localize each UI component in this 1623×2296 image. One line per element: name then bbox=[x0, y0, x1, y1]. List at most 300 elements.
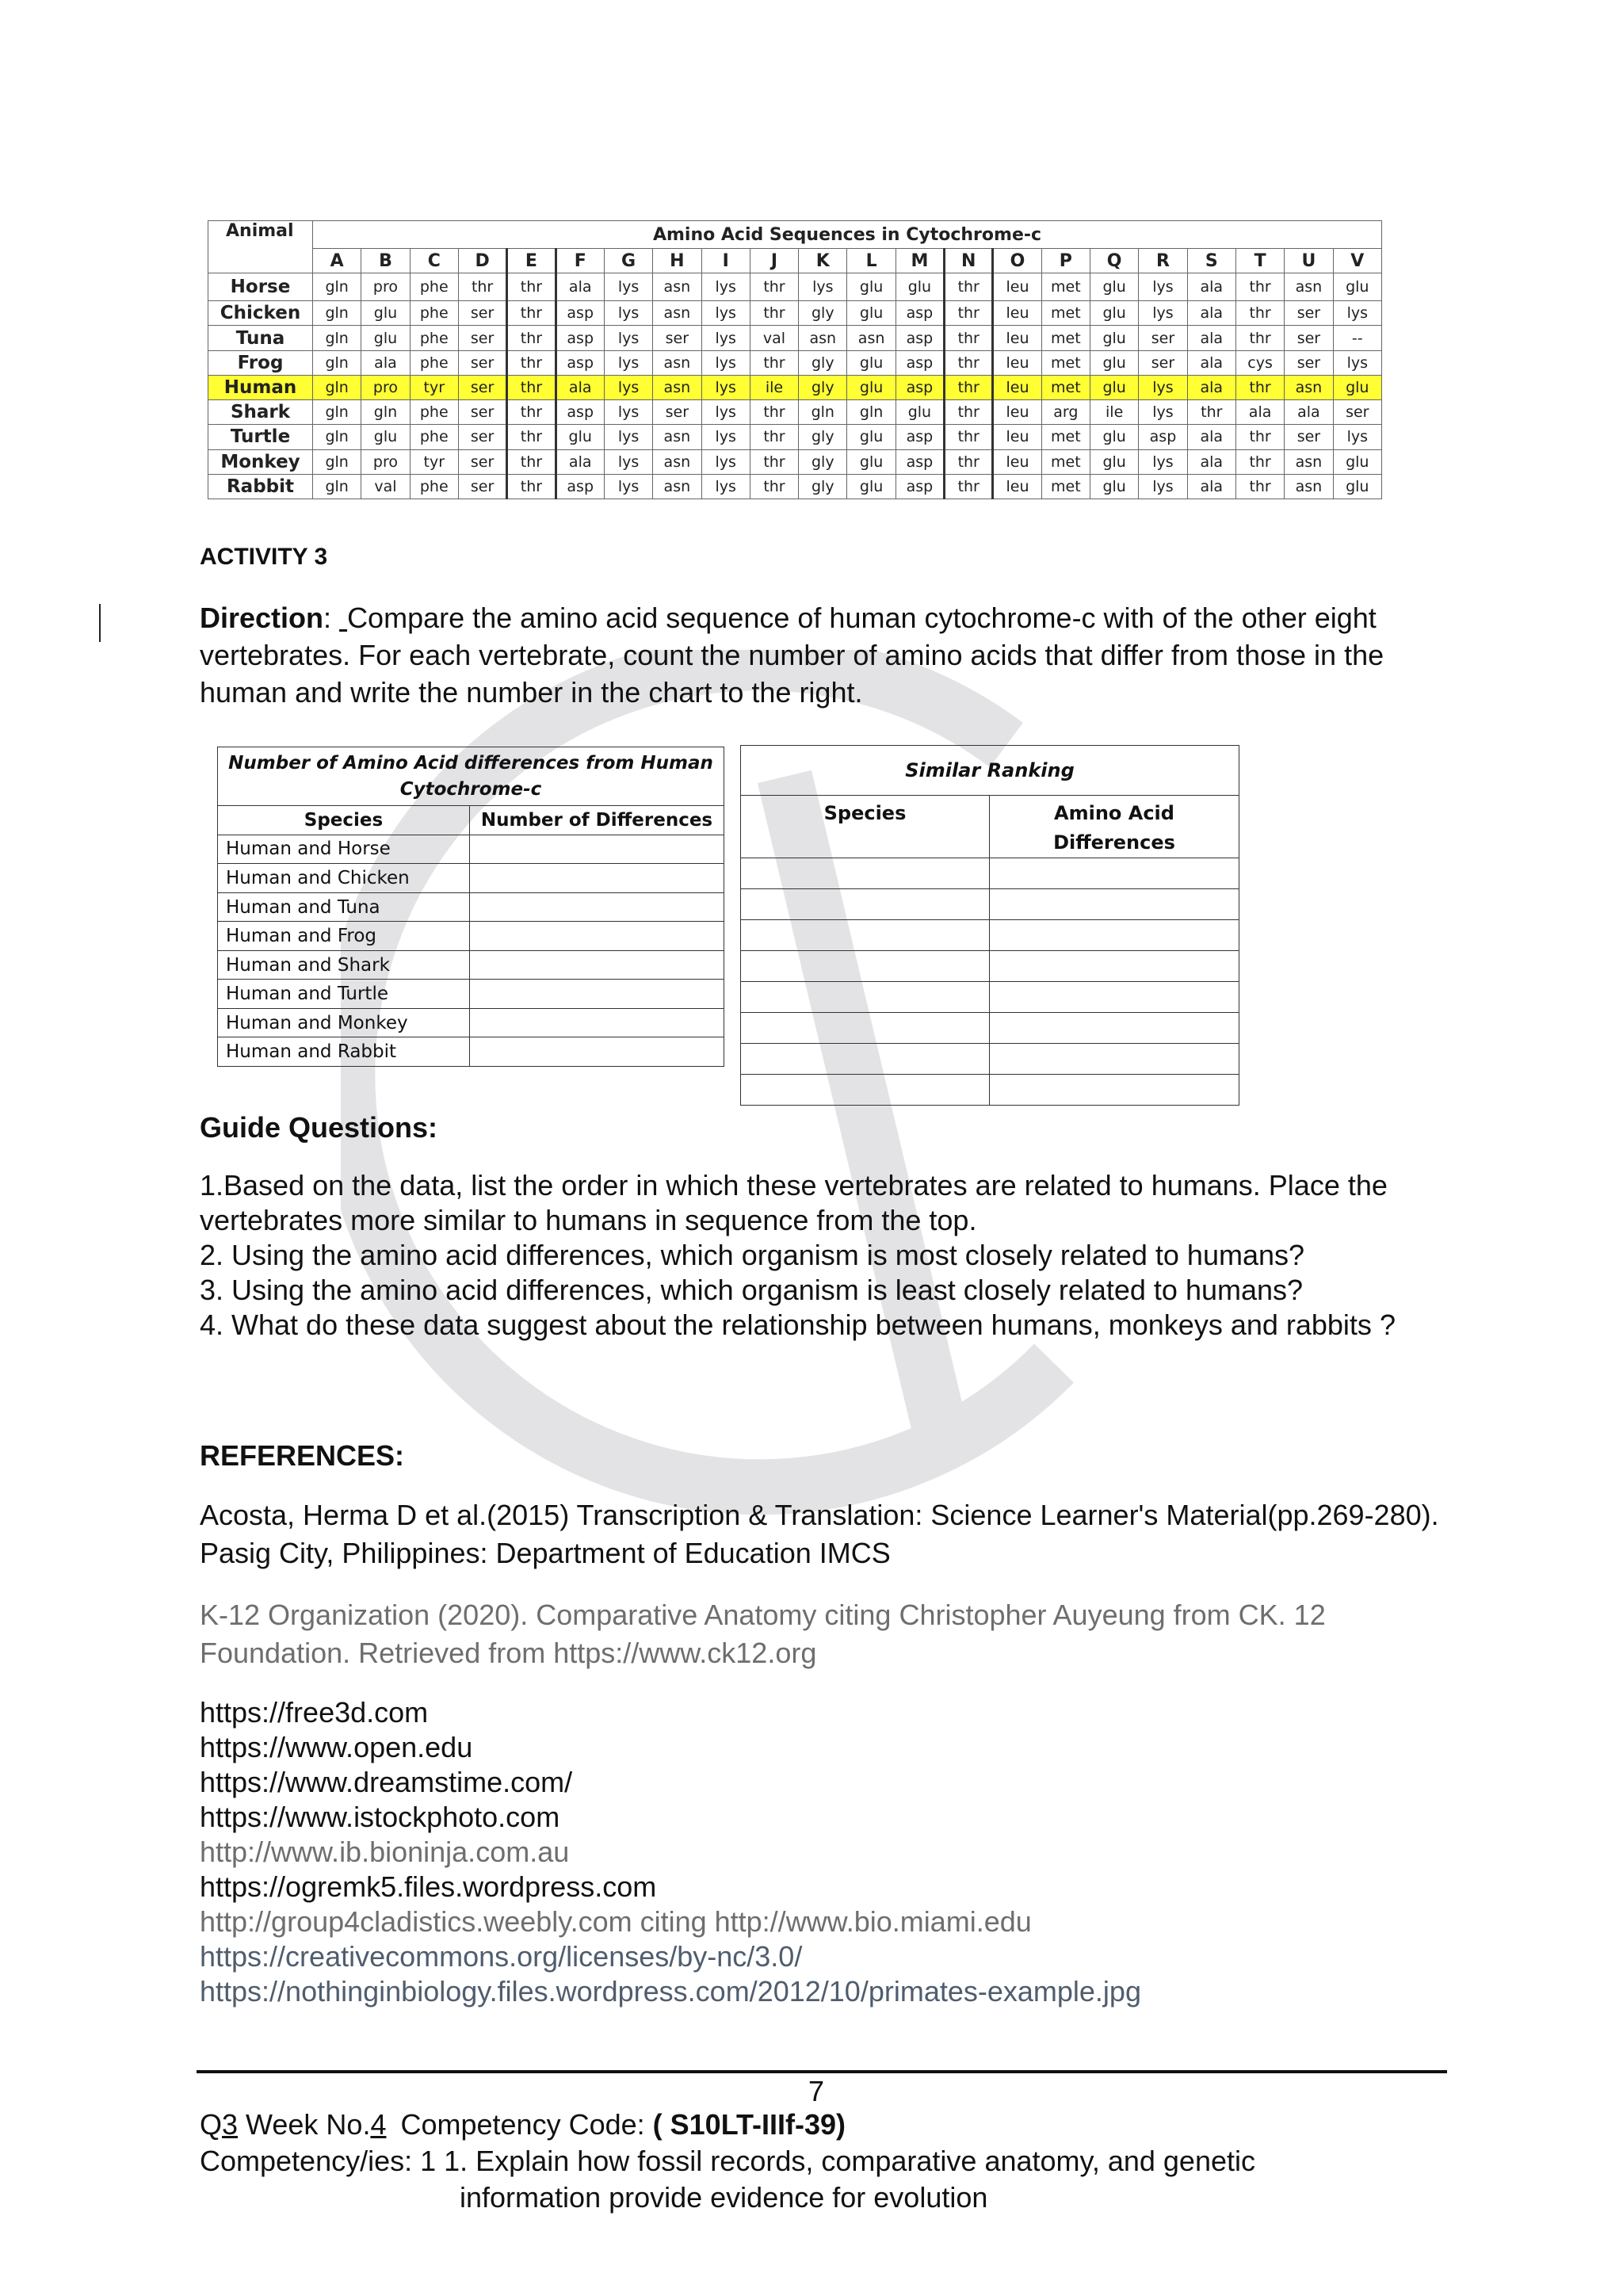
amino-acid-cell: thr bbox=[945, 326, 993, 350]
amino-acid-cell: asn bbox=[653, 425, 701, 449]
amino-acid-cell: ala bbox=[1187, 425, 1235, 449]
footer-competencies-line1: Competency/ies: 1 1. Explain how fossil records, comparative anatomy, and genetic bbox=[200, 2145, 1255, 2177]
ranking-differences-cell[interactable] bbox=[990, 982, 1239, 1013]
amino-acid-cell: asn bbox=[1285, 449, 1333, 474]
amino-acid-cell: glu bbox=[1090, 326, 1139, 350]
amino-acid-cell: thr bbox=[945, 301, 993, 326]
amino-acid-cell: thr bbox=[1187, 400, 1235, 425]
amino-acid-cell: thr bbox=[945, 350, 993, 375]
references-heading: REFERENCES: bbox=[200, 1439, 405, 1472]
reference-link[interactable]: https://www.dreamstime.com/ bbox=[200, 1766, 573, 1798]
amino-acid-cell: glu bbox=[1090, 449, 1139, 474]
amino-acid-cell: asn bbox=[799, 326, 847, 350]
amino-acid-cell: gln bbox=[361, 400, 410, 425]
ranking-species-cell[interactable] bbox=[741, 889, 990, 920]
column-letter: A bbox=[313, 249, 361, 273]
amino-acid-cell: asp bbox=[1139, 425, 1187, 449]
amino-acid-cell: asn bbox=[653, 449, 701, 474]
amino-acid-cell: gly bbox=[799, 350, 847, 375]
amino-acid-cell: thr bbox=[1235, 425, 1284, 449]
column-letter: B bbox=[361, 249, 410, 273]
species-column-header: Species bbox=[218, 806, 470, 835]
amino-acid-cell: glu bbox=[1333, 474, 1381, 499]
sequence-row bbox=[208, 375, 1382, 399]
amino-acid-cell: thr bbox=[945, 273, 993, 301]
amino-acid-cell: thr bbox=[945, 400, 993, 425]
amino-acid-cell: ala bbox=[1187, 474, 1235, 499]
direction-text: Compare the amino acid sequence of human cytochrome-c with of the other eight vertebrates. For each vertebrate, count the number of amino acids that differ from those in the human and write the number in the chart to the right. bbox=[200, 602, 1384, 709]
amino-acid-cell: leu bbox=[993, 425, 1041, 449]
amino-acid-cell: gln bbox=[847, 400, 896, 425]
column-letter: O bbox=[993, 249, 1041, 273]
amino-acid-cell: asp bbox=[556, 474, 604, 499]
difference-answer-cell[interactable] bbox=[470, 980, 724, 1009]
sequence-row bbox=[208, 301, 1382, 326]
amino-acid-cell: phe bbox=[410, 425, 458, 449]
guide-question: 3. Using the amino acid differences, which organism is least closely related to humans? bbox=[200, 1274, 1304, 1306]
table-row bbox=[218, 864, 724, 893]
amino-acid-cell: ala bbox=[1187, 449, 1235, 474]
amino-acid-cell: thr bbox=[507, 375, 556, 399]
amino-acid-cell: glu bbox=[847, 375, 896, 399]
reference-link[interactable]: https://creativecommons.org/licenses/by-nc/3.0/ bbox=[200, 1940, 803, 1973]
amino-acid-cell: lys bbox=[1333, 301, 1381, 326]
amino-acid-cell: lys bbox=[1139, 273, 1187, 301]
amino-acid-cell: met bbox=[1041, 326, 1090, 350]
differences-table-title: Number of Amino Acid differences from Human Cytochrome-c bbox=[218, 747, 724, 806]
table-row bbox=[218, 892, 724, 922]
ranking-row bbox=[741, 982, 1239, 1013]
amino-acid-cell: glu bbox=[847, 301, 896, 326]
amino-acid-cell: thr bbox=[945, 375, 993, 399]
sequence-row bbox=[208, 474, 1382, 499]
amino-acid-cell: thr bbox=[507, 449, 556, 474]
amino-acid-cell: glu bbox=[1333, 375, 1381, 399]
animal-name: Turtle bbox=[208, 425, 313, 449]
animal-header: Animal bbox=[208, 221, 313, 273]
ranking-row bbox=[741, 889, 1239, 920]
footer-competency-code: Q3 Week No.4 Competency Code: ( S10LT-IIIf-39) bbox=[200, 2108, 846, 2141]
amino-acid-cell: arg bbox=[1041, 400, 1090, 425]
amino-acid-cell: ser bbox=[1333, 400, 1381, 425]
guide-questions-heading: Guide Questions: bbox=[200, 1111, 438, 1144]
amino-acid-cell: glu bbox=[361, 301, 410, 326]
ranking-table-title: Similar Ranking bbox=[741, 746, 1239, 796]
amino-acid-cell: ala bbox=[1285, 400, 1333, 425]
amino-acid-cell: asp bbox=[896, 474, 944, 499]
ranking-differences-cell[interactable] bbox=[990, 1075, 1239, 1106]
amino-acid-cell: thr bbox=[1235, 273, 1284, 301]
amino-acid-cell: glu bbox=[556, 425, 604, 449]
animal-name: Monkey bbox=[208, 449, 313, 474]
species-pair: Human and Monkey bbox=[218, 1008, 470, 1037]
reference-link[interactable]: http://group4cladistics.weebly.com citing http://www.bio.miami.edu bbox=[200, 1905, 1032, 1938]
amino-acid-cell: gly bbox=[799, 301, 847, 326]
amino-acid-cell: thr bbox=[507, 425, 556, 449]
sequence-row bbox=[208, 273, 1382, 301]
column-letter: F bbox=[556, 249, 604, 273]
amino-acid-cell: asn bbox=[1285, 273, 1333, 301]
amino-acid-cell: met bbox=[1041, 301, 1090, 326]
amino-acid-cell: asn bbox=[653, 350, 701, 375]
amino-acid-cell: met bbox=[1041, 350, 1090, 375]
amino-acid-cell: ser bbox=[653, 326, 701, 350]
amino-acid-cell: asp bbox=[896, 301, 944, 326]
column-letters-row bbox=[208, 249, 1382, 273]
reference-link[interactable]: https://ogremk5.files.wordpress.com bbox=[200, 1870, 657, 1903]
amino-acid-cell: thr bbox=[507, 474, 556, 499]
amino-acid-cell: phe bbox=[410, 326, 458, 350]
amino-acid-cell: cys bbox=[1235, 350, 1284, 375]
reference-link[interactable]: https://free3d.com bbox=[200, 1696, 429, 1729]
amino-acid-cell: met bbox=[1041, 375, 1090, 399]
column-letter: I bbox=[701, 249, 750, 273]
amino-acid-cell: thr bbox=[458, 273, 506, 301]
amino-acid-cell: thr bbox=[1235, 375, 1284, 399]
ranking-species-cell[interactable] bbox=[741, 1013, 990, 1044]
amino-acid-cell: thr bbox=[750, 400, 798, 425]
guide-question: 4. What do these data suggest about the relationship between humans, monkeys and rabbits ? bbox=[200, 1308, 1396, 1341]
difference-answer-cell[interactable] bbox=[470, 892, 724, 922]
amino-acid-cell: ala bbox=[556, 273, 604, 301]
difference-answer-cell[interactable] bbox=[470, 1008, 724, 1037]
amino-acid-cell: gln bbox=[313, 449, 361, 474]
amino-acid-cell: lys bbox=[701, 301, 750, 326]
amino-acid-cell: tyr bbox=[410, 449, 458, 474]
column-letter: H bbox=[653, 249, 701, 273]
amino-acid-cell: lys bbox=[604, 273, 652, 301]
column-letter: L bbox=[847, 249, 896, 273]
difference-answer-cell[interactable] bbox=[470, 922, 724, 951]
column-letter: V bbox=[1333, 249, 1381, 273]
amino-acid-cell: pro bbox=[361, 375, 410, 399]
direction-label: Direction bbox=[200, 602, 324, 634]
column-letter: T bbox=[1235, 249, 1284, 273]
amino-acid-cell: ala bbox=[556, 449, 604, 474]
ranking-row bbox=[741, 951, 1239, 982]
ranking-species-cell[interactable] bbox=[741, 982, 990, 1013]
amino-acid-cell: ser bbox=[458, 425, 506, 449]
column-letter: Q bbox=[1090, 249, 1139, 273]
amino-acid-cell: lys bbox=[701, 425, 750, 449]
amino-acid-cell: thr bbox=[945, 474, 993, 499]
amino-acid-cell: gly bbox=[799, 449, 847, 474]
ranking-species-cell[interactable] bbox=[741, 858, 990, 889]
sequence-row bbox=[208, 350, 1382, 375]
sequence-title: Amino Acid Sequences in Cytochrome-c bbox=[313, 221, 1382, 249]
amino-acid-cell: lys bbox=[1139, 449, 1187, 474]
amino-acid-cell: asn bbox=[653, 375, 701, 399]
reference-acosta: Acosta, Herma D et al.(2015) Transcription & Translation: Science Learner's Material(pp.269-280). Pasig City, Philippines: Department of Education IMCS bbox=[200, 1499, 1439, 1569]
amino-acid-cell: met bbox=[1041, 474, 1090, 499]
amino-acid-cell: thr bbox=[507, 273, 556, 301]
amino-acid-cell: ala bbox=[1187, 326, 1235, 350]
column-letter: K bbox=[799, 249, 847, 273]
amino-acid-cell: asp bbox=[896, 350, 944, 375]
amino-acid-cell: asp bbox=[556, 301, 604, 326]
species-pair: Human and Shark bbox=[218, 950, 470, 980]
amino-acid-cell: thr bbox=[750, 425, 798, 449]
amino-acid-cell: thr bbox=[1235, 326, 1284, 350]
amino-acid-cell: phe bbox=[410, 474, 458, 499]
column-letter: U bbox=[1285, 249, 1333, 273]
amino-acid-cell: ile bbox=[1090, 400, 1139, 425]
amino-acid-cell: leu bbox=[993, 301, 1041, 326]
amino-acid-cell: leu bbox=[993, 326, 1041, 350]
amino-acid-cell: gly bbox=[799, 425, 847, 449]
amino-acid-cell: pro bbox=[361, 273, 410, 301]
ranking-differences-cell[interactable] bbox=[990, 858, 1239, 889]
amino-acid-cell: asn bbox=[1285, 474, 1333, 499]
amino-acid-cell: ser bbox=[1285, 350, 1333, 375]
amino-acid-cell: leu bbox=[993, 375, 1041, 399]
amino-acid-cell: ser bbox=[1285, 301, 1333, 326]
amino-acid-cell: ala bbox=[556, 375, 604, 399]
amino-acid-cell: lys bbox=[799, 273, 847, 301]
ranking-row bbox=[741, 1013, 1239, 1044]
column-letter: E bbox=[507, 249, 556, 273]
amino-acid-cell: lys bbox=[604, 449, 652, 474]
amino-acid-cell: asn bbox=[653, 273, 701, 301]
amino-acid-cell: lys bbox=[1333, 350, 1381, 375]
differences-column-header: Number of Differences bbox=[470, 806, 724, 835]
ranking-differences-cell[interactable] bbox=[990, 1013, 1239, 1044]
column-letter: G bbox=[604, 249, 652, 273]
amino-acid-cell: lys bbox=[1139, 474, 1187, 499]
amino-acid-cell: lys bbox=[701, 400, 750, 425]
species-pair: Human and Turtle bbox=[218, 980, 470, 1009]
amino-acid-cell: thr bbox=[750, 301, 798, 326]
similar-ranking-table bbox=[740, 745, 1239, 1106]
amino-acid-cell: ser bbox=[458, 375, 506, 399]
reference-links bbox=[200, 1695, 1141, 2009]
amino-acid-cell: asp bbox=[896, 326, 944, 350]
amino-acid-cell: glu bbox=[1090, 273, 1139, 301]
amino-acid-cell: met bbox=[1041, 425, 1090, 449]
amino-acid-cell: asp bbox=[896, 449, 944, 474]
species-pair: Human and Chicken bbox=[218, 864, 470, 893]
animal-name: Tuna bbox=[208, 326, 313, 350]
ranking-species-cell[interactable] bbox=[741, 951, 990, 982]
footer-competencies-line2: information provide evidence for evolution bbox=[460, 2181, 988, 2214]
amino-acid-cell: glu bbox=[847, 449, 896, 474]
ranking-species-header: Species bbox=[741, 796, 990, 858]
ranking-differences-cell[interactable] bbox=[990, 920, 1239, 951]
amino-acid-cell: gln bbox=[313, 326, 361, 350]
species-pair: Human and Horse bbox=[218, 835, 470, 864]
amino-acid-sequence-table bbox=[208, 220, 1382, 499]
amino-acid-cell: ala bbox=[1235, 400, 1284, 425]
amino-acid-cell: asp bbox=[896, 375, 944, 399]
amino-acid-cell: glu bbox=[896, 400, 944, 425]
amino-acid-cell: ala bbox=[1187, 273, 1235, 301]
amino-acid-cell: thr bbox=[750, 474, 798, 499]
difference-answer-cell[interactable] bbox=[470, 1037, 724, 1067]
column-letter: R bbox=[1139, 249, 1187, 273]
amino-acid-cell: leu bbox=[993, 273, 1041, 301]
ranking-differences-cell[interactable] bbox=[990, 951, 1239, 982]
amino-acid-cell: ile bbox=[750, 375, 798, 399]
amino-acid-cell: lys bbox=[1333, 425, 1381, 449]
amino-acid-cell: asn bbox=[653, 474, 701, 499]
amino-acid-cell: thr bbox=[1235, 449, 1284, 474]
sequence-row bbox=[208, 400, 1382, 425]
difference-answer-cell[interactable] bbox=[470, 950, 724, 980]
ranking-species-cell[interactable] bbox=[741, 920, 990, 951]
ranking-row bbox=[741, 1044, 1239, 1075]
amino-acid-cell: gly bbox=[799, 474, 847, 499]
amino-acid-cell: lys bbox=[701, 326, 750, 350]
amino-acid-cell: ser bbox=[458, 301, 506, 326]
species-pair: Human and Rabbit bbox=[218, 1037, 470, 1067]
amino-acid-cell: phe bbox=[410, 273, 458, 301]
table-row bbox=[218, 980, 724, 1009]
amino-acid-cell: ser bbox=[1285, 425, 1333, 449]
column-letter: S bbox=[1187, 249, 1235, 273]
amino-acid-cell: asn bbox=[653, 301, 701, 326]
amino-acid-cell: asn bbox=[1285, 375, 1333, 399]
amino-acid-cell: leu bbox=[993, 350, 1041, 375]
column-letter: C bbox=[410, 249, 458, 273]
amino-acid-cell: thr bbox=[750, 350, 798, 375]
amino-acid-cell: lys bbox=[604, 400, 652, 425]
amino-acid-cell: asp bbox=[556, 326, 604, 350]
ranking-species-cell[interactable] bbox=[741, 1044, 990, 1075]
sequence-row bbox=[208, 449, 1382, 474]
amino-acid-cell: lys bbox=[701, 350, 750, 375]
amino-acid-cell: glu bbox=[1090, 350, 1139, 375]
sequence-row bbox=[208, 425, 1382, 449]
amino-acid-cell: gln bbox=[313, 301, 361, 326]
animal-name: Shark bbox=[208, 400, 313, 425]
amino-acid-cell: thr bbox=[507, 326, 556, 350]
amino-acid-cell: lys bbox=[604, 425, 652, 449]
amino-acid-cell: ser bbox=[1285, 326, 1333, 350]
reference-link[interactable]: https://nothinginbiology.files.wordpress.com/2012/10/primates-example.jpg bbox=[200, 1975, 1141, 2008]
column-letter: N bbox=[945, 249, 993, 273]
table-row bbox=[218, 835, 724, 864]
direction-paragraph: Direction: Compare the amino acid sequence of human cytochrome-c with of the other eight vertebrates. For each vertebrate, count the number of amino acids that differ from those in the human and write the number in the chart to the right. bbox=[200, 602, 1384, 709]
amino-acid-cell: thr bbox=[1235, 474, 1284, 499]
amino-acid-cell: glu bbox=[1090, 474, 1139, 499]
amino-acid-cell: gln bbox=[313, 273, 361, 301]
amino-acid-cell: ala bbox=[1187, 375, 1235, 399]
amino-acid-cell: thr bbox=[945, 449, 993, 474]
amino-acid-cell: lys bbox=[701, 474, 750, 499]
guide-question: 2. Using the amino acid differences, which organism is most closely related to humans? bbox=[200, 1239, 1305, 1271]
amino-acid-cell: gly bbox=[799, 375, 847, 399]
amino-acid-cell: gln bbox=[313, 350, 361, 375]
amino-acid-cell: lys bbox=[1139, 375, 1187, 399]
animal-name: Chicken bbox=[208, 301, 313, 326]
amino-acid-cell: leu bbox=[993, 449, 1041, 474]
amino-acid-cell: ser bbox=[458, 449, 506, 474]
guide-questions-list bbox=[200, 1168, 1436, 1343]
amino-acid-cell: thr bbox=[750, 449, 798, 474]
amino-acid-cell: tyr bbox=[410, 375, 458, 399]
amino-acid-cell: ser bbox=[653, 400, 701, 425]
amino-acid-cell: asp bbox=[896, 425, 944, 449]
footer-divider bbox=[197, 2070, 1447, 2073]
amino-acid-cell: ser bbox=[1139, 350, 1187, 375]
amino-acid-cell: ser bbox=[458, 400, 506, 425]
animal-name: Human bbox=[208, 375, 313, 399]
amino-acid-cell: lys bbox=[701, 273, 750, 301]
amino-acid-cell: glu bbox=[361, 425, 410, 449]
species-pair: Human and Frog bbox=[218, 922, 470, 951]
amino-acid-cell: -- bbox=[1333, 326, 1381, 350]
amino-acid-cell: thr bbox=[750, 273, 798, 301]
table-row bbox=[218, 922, 724, 951]
amino-acid-cell: phe bbox=[410, 350, 458, 375]
amino-acid-cell: glu bbox=[1090, 301, 1139, 326]
amino-acid-cell: lys bbox=[604, 375, 652, 399]
amino-acid-cell: ala bbox=[361, 350, 410, 375]
amino-acid-cell: glu bbox=[847, 474, 896, 499]
ranking-row bbox=[741, 858, 1239, 889]
ranking-differences-cell[interactable] bbox=[990, 1044, 1239, 1075]
sequence-row bbox=[208, 326, 1382, 350]
amino-acid-cell: glu bbox=[361, 326, 410, 350]
ranking-row bbox=[741, 920, 1239, 951]
ranking-row bbox=[741, 1075, 1239, 1106]
amino-acid-cell: thr bbox=[1235, 301, 1284, 326]
ranking-differences-cell[interactable] bbox=[990, 889, 1239, 920]
animal-name: Rabbit bbox=[208, 474, 313, 499]
amino-acid-cell: met bbox=[1041, 449, 1090, 474]
amino-acid-cell: val bbox=[361, 474, 410, 499]
reference-link[interactable]: http://www.ib.bioninja.com.au bbox=[200, 1836, 570, 1868]
difference-answer-cell[interactable] bbox=[470, 864, 724, 893]
species-pair: Human and Tuna bbox=[218, 892, 470, 922]
amino-acid-cell: met bbox=[1041, 273, 1090, 301]
amino-acid-cell: glu bbox=[1090, 425, 1139, 449]
amino-acid-cell: lys bbox=[604, 301, 652, 326]
reference-link[interactable]: https://www.open.edu bbox=[200, 1731, 473, 1763]
reference-link[interactable]: https://www.istockphoto.com bbox=[200, 1801, 560, 1833]
table-row bbox=[218, 950, 724, 980]
column-letter: D bbox=[458, 249, 506, 273]
guide-question: 1.Based on the data, list the order in which these vertebrates are related to humans. Place the vertebrates more similar to humans in sequence from the top. bbox=[200, 1169, 1388, 1236]
amino-acid-cell: glu bbox=[1333, 273, 1381, 301]
amino-acid-cell: gln bbox=[313, 400, 361, 425]
column-letter: J bbox=[750, 249, 798, 273]
ranking-species-cell[interactable] bbox=[741, 1075, 990, 1106]
table-row bbox=[218, 1037, 724, 1067]
amino-acid-cell: thr bbox=[507, 301, 556, 326]
amino-acid-cell: pro bbox=[361, 449, 410, 474]
amino-acid-cell: gln bbox=[799, 400, 847, 425]
column-letter: P bbox=[1041, 249, 1090, 273]
amino-acid-cell: lys bbox=[1139, 301, 1187, 326]
amino-acid-cell: gln bbox=[313, 474, 361, 499]
column-letter: M bbox=[896, 249, 944, 273]
animal-name: Horse bbox=[208, 273, 313, 301]
amino-acid-cell: ser bbox=[458, 350, 506, 375]
amino-acid-cell: lys bbox=[604, 350, 652, 375]
amino-acid-cell: leu bbox=[993, 474, 1041, 499]
amino-acid-cell: ala bbox=[1187, 350, 1235, 375]
difference-answer-cell[interactable] bbox=[470, 835, 724, 864]
amino-acid-cell: lys bbox=[1139, 400, 1187, 425]
amino-acid-cell: thr bbox=[507, 400, 556, 425]
amino-acid-cell: asp bbox=[556, 350, 604, 375]
amino-acid-cell: glu bbox=[847, 350, 896, 375]
amino-acid-cell: glu bbox=[847, 273, 896, 301]
amino-acid-cell: asn bbox=[847, 326, 896, 350]
animal-name: Frog bbox=[208, 350, 313, 375]
amino-acid-cell: asp bbox=[556, 400, 604, 425]
